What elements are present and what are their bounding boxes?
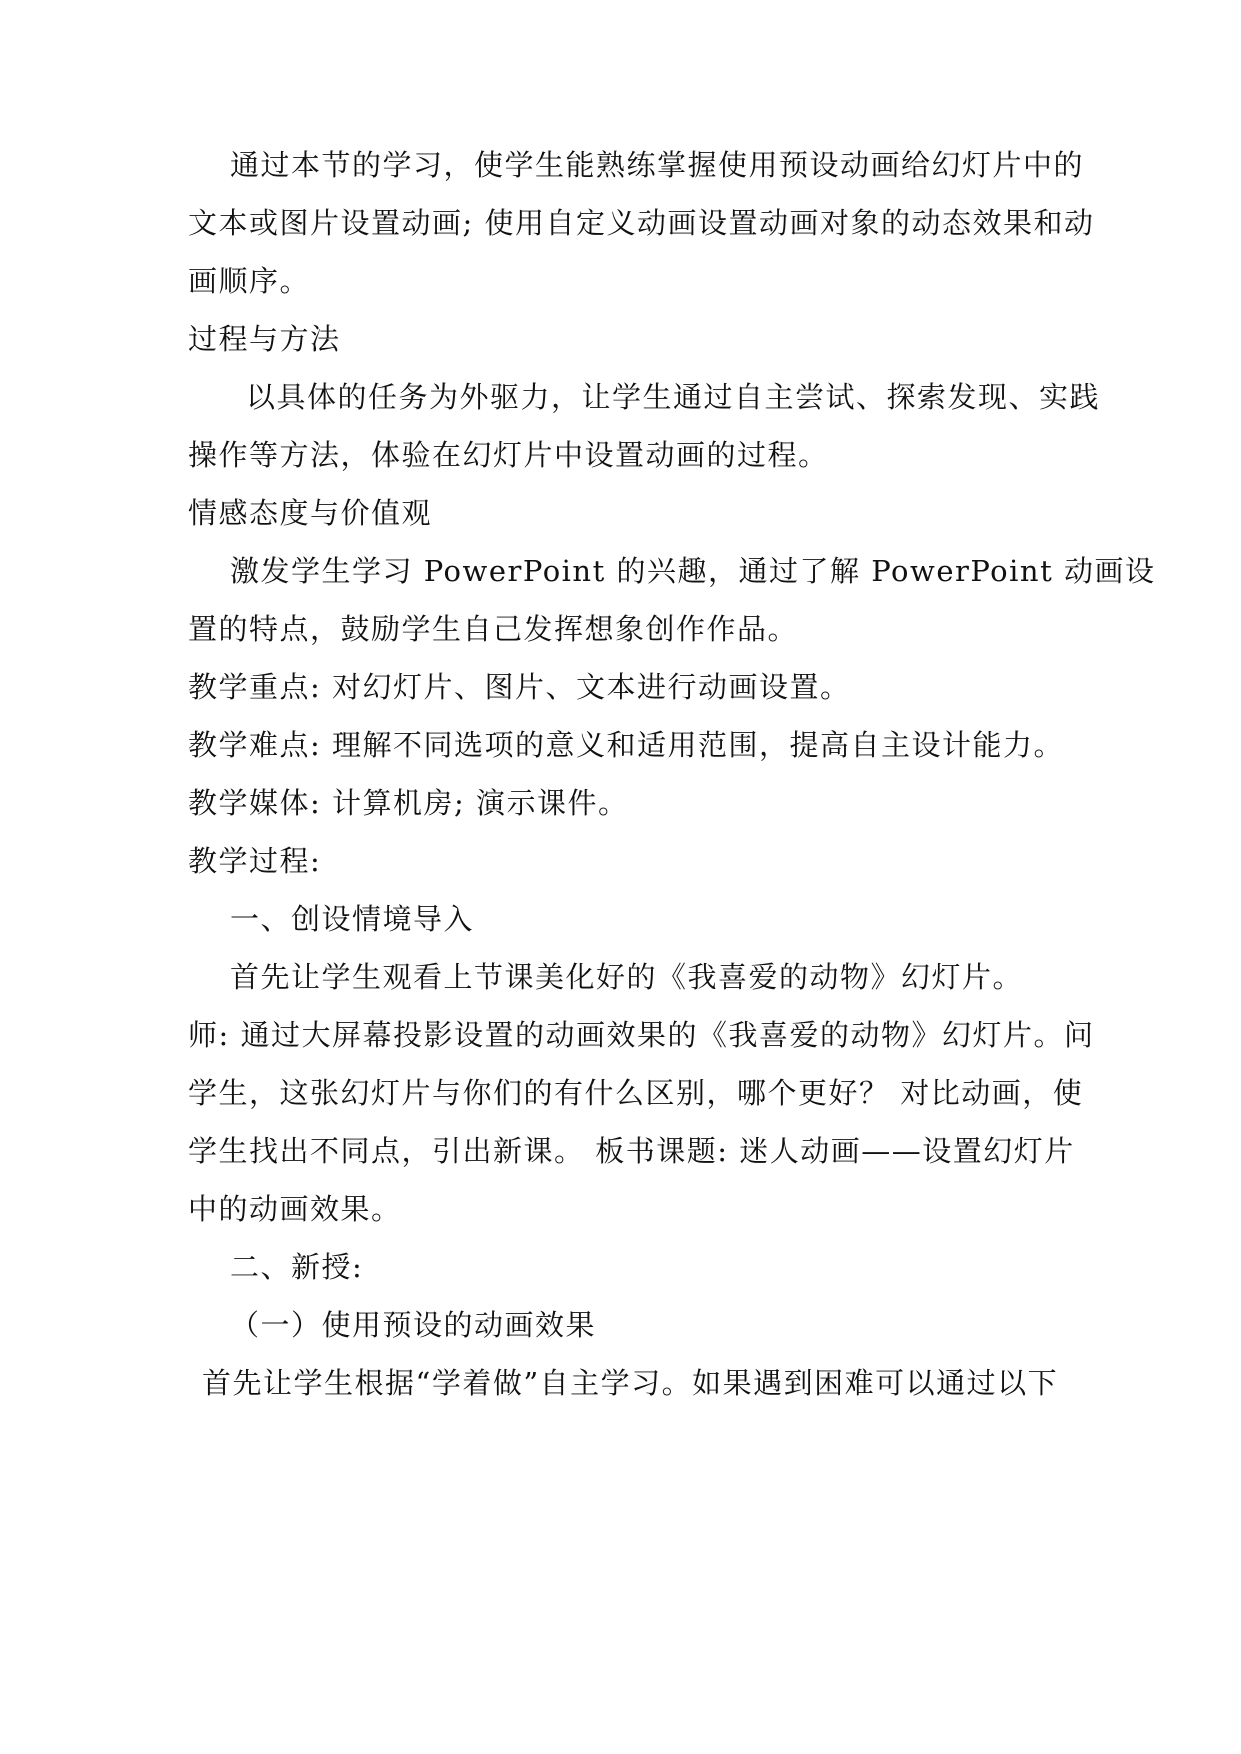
paragraph-line: 师: 通过大屏幕投影设置的动画效果的《我喜爱的动物》幻灯片。问 [188,1018,1095,1052]
paragraph-line: 置的特点，鼓励学生自己发挥想象创作作品。 [188,612,799,646]
paragraph-line: 画顺序。 [188,264,311,298]
paragraph-line: 激发学生学习 PowerPoint 的兴趣，通过了解 PowerPoint 动画设 [230,554,1156,588]
paragraph-line: 学生找出不同点，引出新课。 板书课题: 迷人动画——设置幻灯片 [188,1134,1075,1168]
paragraph-line: 以具体的任务为外驱力，让学生通过自主尝试、探索发现、实践 [246,380,1101,414]
subsection-heading: （一）使用预设的动画效果 [230,1308,597,1342]
section-heading: 情感态度与价值观 [188,496,433,530]
paragraph-line: 学生，这张幻灯片与你们的有什么区别，哪个更好？ 对比动画，使 [188,1076,1084,1110]
paragraph-line: 首先让学生根据“学着做”自主学习。如果遇到困难可以通过以下 [202,1366,1059,1400]
paragraph-line: 操作等方法，体验在幻灯片中设置动画的过程。 [188,438,829,472]
subsection-heading: 一、创设情境导入 [230,902,475,936]
paragraph-line: 首先让学生观看上节课美化好的《我喜爱的动物》幻灯片。 [230,960,1024,994]
subsection-heading: 二、新授: [230,1250,364,1284]
paragraph-line: 通过本节的学习，使学生能熟练掌握使用预设动画给幻灯片中的 [230,148,1085,182]
paragraph-line: 文本或图片设置动画; 使用自定义动画设置动画对象的动态效果和动 [188,206,1095,240]
paragraph-line: 中的动画效果。 [188,1192,402,1226]
section-heading: 过程与方法 [188,322,341,356]
section-heading: 教学过程: [188,844,322,878]
teaching-key-point: 教学重点: 对幻灯片、图片、文本进行动画设置。 [188,670,851,704]
teaching-media: 教学媒体: 计算机房; 演示课件。 [188,786,629,820]
teaching-difficulty: 教学难点: 理解不同选项的意义和适用范围，提高自主设计能力。 [188,728,1064,762]
